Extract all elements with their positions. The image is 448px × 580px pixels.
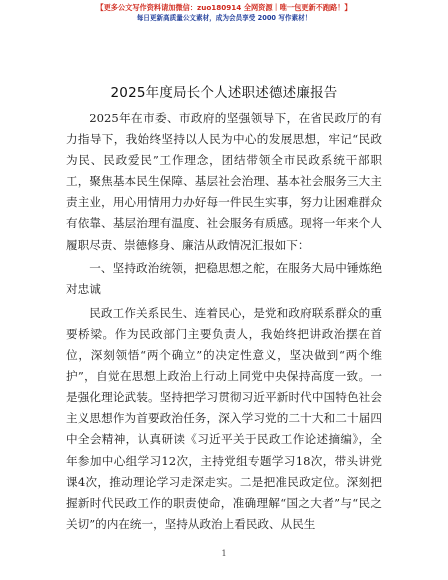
- section-heading-1: 一、坚持政治统领，把稳思想之舵，在服务大局中锤炼绝对忠诚: [66, 260, 382, 296]
- promo-banner: [0, 3, 448, 23]
- intro-paragraph: 2025年在市委、市政府的坚强领导下，在省民政厅的有力指导下，我始终坚持以人民为中心的发展思想，牢记“民政为民、民政爱民”工作理念，团结带领全市民政系统干部职工，聚焦基本民生保障、基层社会治理、基本社会服务三大主责主业，用心用情用力办好每一件民生实事，努力让困难群众有依靠、基层治理有温度、社会服务有质感。现将一年来个人履职尽责、崇德修身、廉洁从政情况汇报如下：: [66, 111, 382, 252]
- promo-banner-line-1: 【更多公文写作资料请加微信：zuo180914 全网资源｜唯一包更新不跑路！】: [96, 3, 352, 12]
- page-number: 1: [221, 549, 227, 558]
- document-body: [66, 108, 382, 535]
- section-1-paragraph: 民政工作关系民生、连着民心，是党和政府联系群众的重要桥梁。作为民政部门主要负责人，我始终把讲政治摆在首位，深刻领悟“两个确立”的决定性意义，坚决做到“两个维护”，自觉在思想上政治上行动上同党中央保持高度一致。一是强化理论武装。坚持把学习贯彻习近平新时代中国特色社会主义思想作为首要政治任务，深入学习党的二十大和二十届四中全会精神，认真研读《习近平关于民政工作论述摘编》，全年参加中心组学习12次，主持党组专题学习18次，带头讲党课4次，推动理论学习走深走实。二是把准民政定位。深刻把握新时代民政工作的职责使命，准确理解“国之大者”与“民之关切”的内在统一，坚持从政治上看民政、从民生: [66, 305, 382, 531]
- promo-banner-line-2: 每日更新高质量公文素材，成为会员享受 2000 写作素材！: [136, 14, 312, 22]
- document-title: 2025年度局长个人述职述德述廉报告: [110, 85, 338, 101]
